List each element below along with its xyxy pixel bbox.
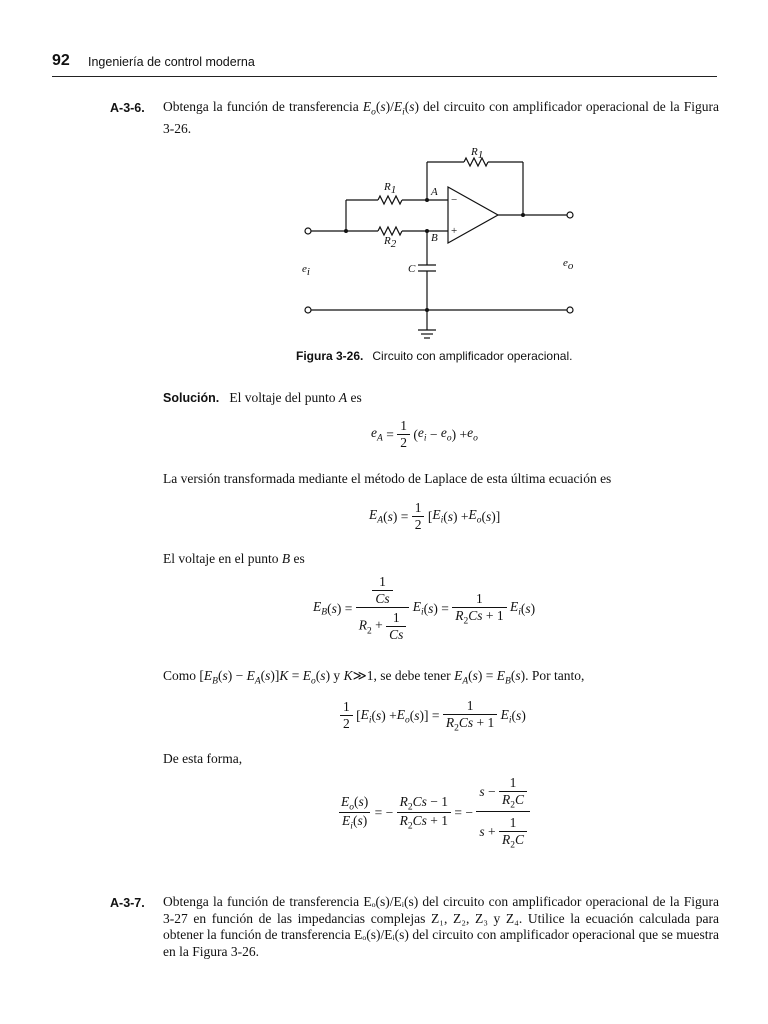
- label-r1-input: R1: [384, 181, 397, 196]
- running-header: Ingeniería de control moderna: [88, 55, 255, 69]
- problem-id-a36: A-3-6.: [110, 101, 145, 115]
- solution-intro: Solución. El voltaje del punto A es: [163, 390, 362, 405]
- problem-id-a37: A-3-7.: [110, 896, 145, 910]
- problem-a37-text: Obtenga la función de transferencia Eₒ(s)/Eᵢ(s) del circuito con amplificador operacional de la Figura 3-27 en función de las impedancias complejas Z₁, Z₂, Z₃ y Z₄. Utilice la ecuación calculada para obtener la función de transferencia Eₒ(s)/Eᵢ(s) del circuito con amplificador operacional que se muestra en la Figura 3-26.: [163, 894, 719, 959]
- label-r2: R2: [384, 235, 397, 250]
- label-r1-feedback: R1: [471, 146, 484, 161]
- solution-condition-text: Como $[E_B(s) - E_A(s)]K = E_o(s)$ y K≫1, se debe tener $E_A(s) = E_B(s)$. Por tanto,: [163, 668, 585, 687]
- label-node-a: A: [431, 186, 438, 198]
- label-ei: ei: [302, 263, 310, 278]
- equation-eb: $E_B$ ( s ) = $\frac{1}{Cs}$ $R_2$ + $\frac{1}{Cs}$ $E_i$ ( s ) = $\frac{1}{R_2Cs + 1}$ $E_i$ ( s ): [313, 574, 536, 642]
- problem-a36-text: Obtenga la función de transferencia $E_o(s)/E_i(s)$ del circuito con amplificador operacional de la Figura 3-26.: [163, 99, 719, 137]
- equation-ea-laplace: $E_A$ ( s ) = $\frac{1}{2}$ [ $E_i$ ( s ) + $E_o$ ( s )]: [369, 500, 501, 532]
- label-noninverting-input: +: [451, 225, 458, 237]
- solution-thus-text: De esta forma,: [163, 751, 243, 766]
- figure-caption: Figura 3-26. Circuito con amplificador operacional.: [296, 349, 573, 363]
- label-capacitor: C: [408, 263, 416, 275]
- header-rule: [52, 76, 717, 77]
- solution-laplace-text: La versión transformada mediante el método de Laplace de esta última ecuación es: [163, 471, 612, 486]
- equation-equality: $\frac{1}{2}$ [ $E_i$ ( s ) + $E_o$ ( s )] = $\frac{1}{R_2Cs + 1}$ $E_i$ ( s ): [340, 698, 526, 734]
- equation-transfer-function: $\frac{E_o(s)}{E_i(s)}$ = − $\frac{R_2Cs - 1}{R_2Cs + 1}$ = − s − $\frac{1}{R_2C}$ s + $\frac{1}{R_2C}$: [338, 775, 530, 850]
- label-eo: eo: [563, 257, 574, 272]
- page-number: 92: [52, 52, 70, 69]
- equation-ea: $e_A$ = $\frac{1}{2}$ ( $e_i$ − $e_o$ ) + $e_o$: [371, 418, 478, 450]
- label-inverting-input: −: [451, 194, 458, 206]
- solution-point-b-text: El voltaje en el punto B es: [163, 551, 305, 566]
- op-amp-circuit-diagram: [290, 140, 590, 345]
- label-node-b: B: [431, 232, 438, 244]
